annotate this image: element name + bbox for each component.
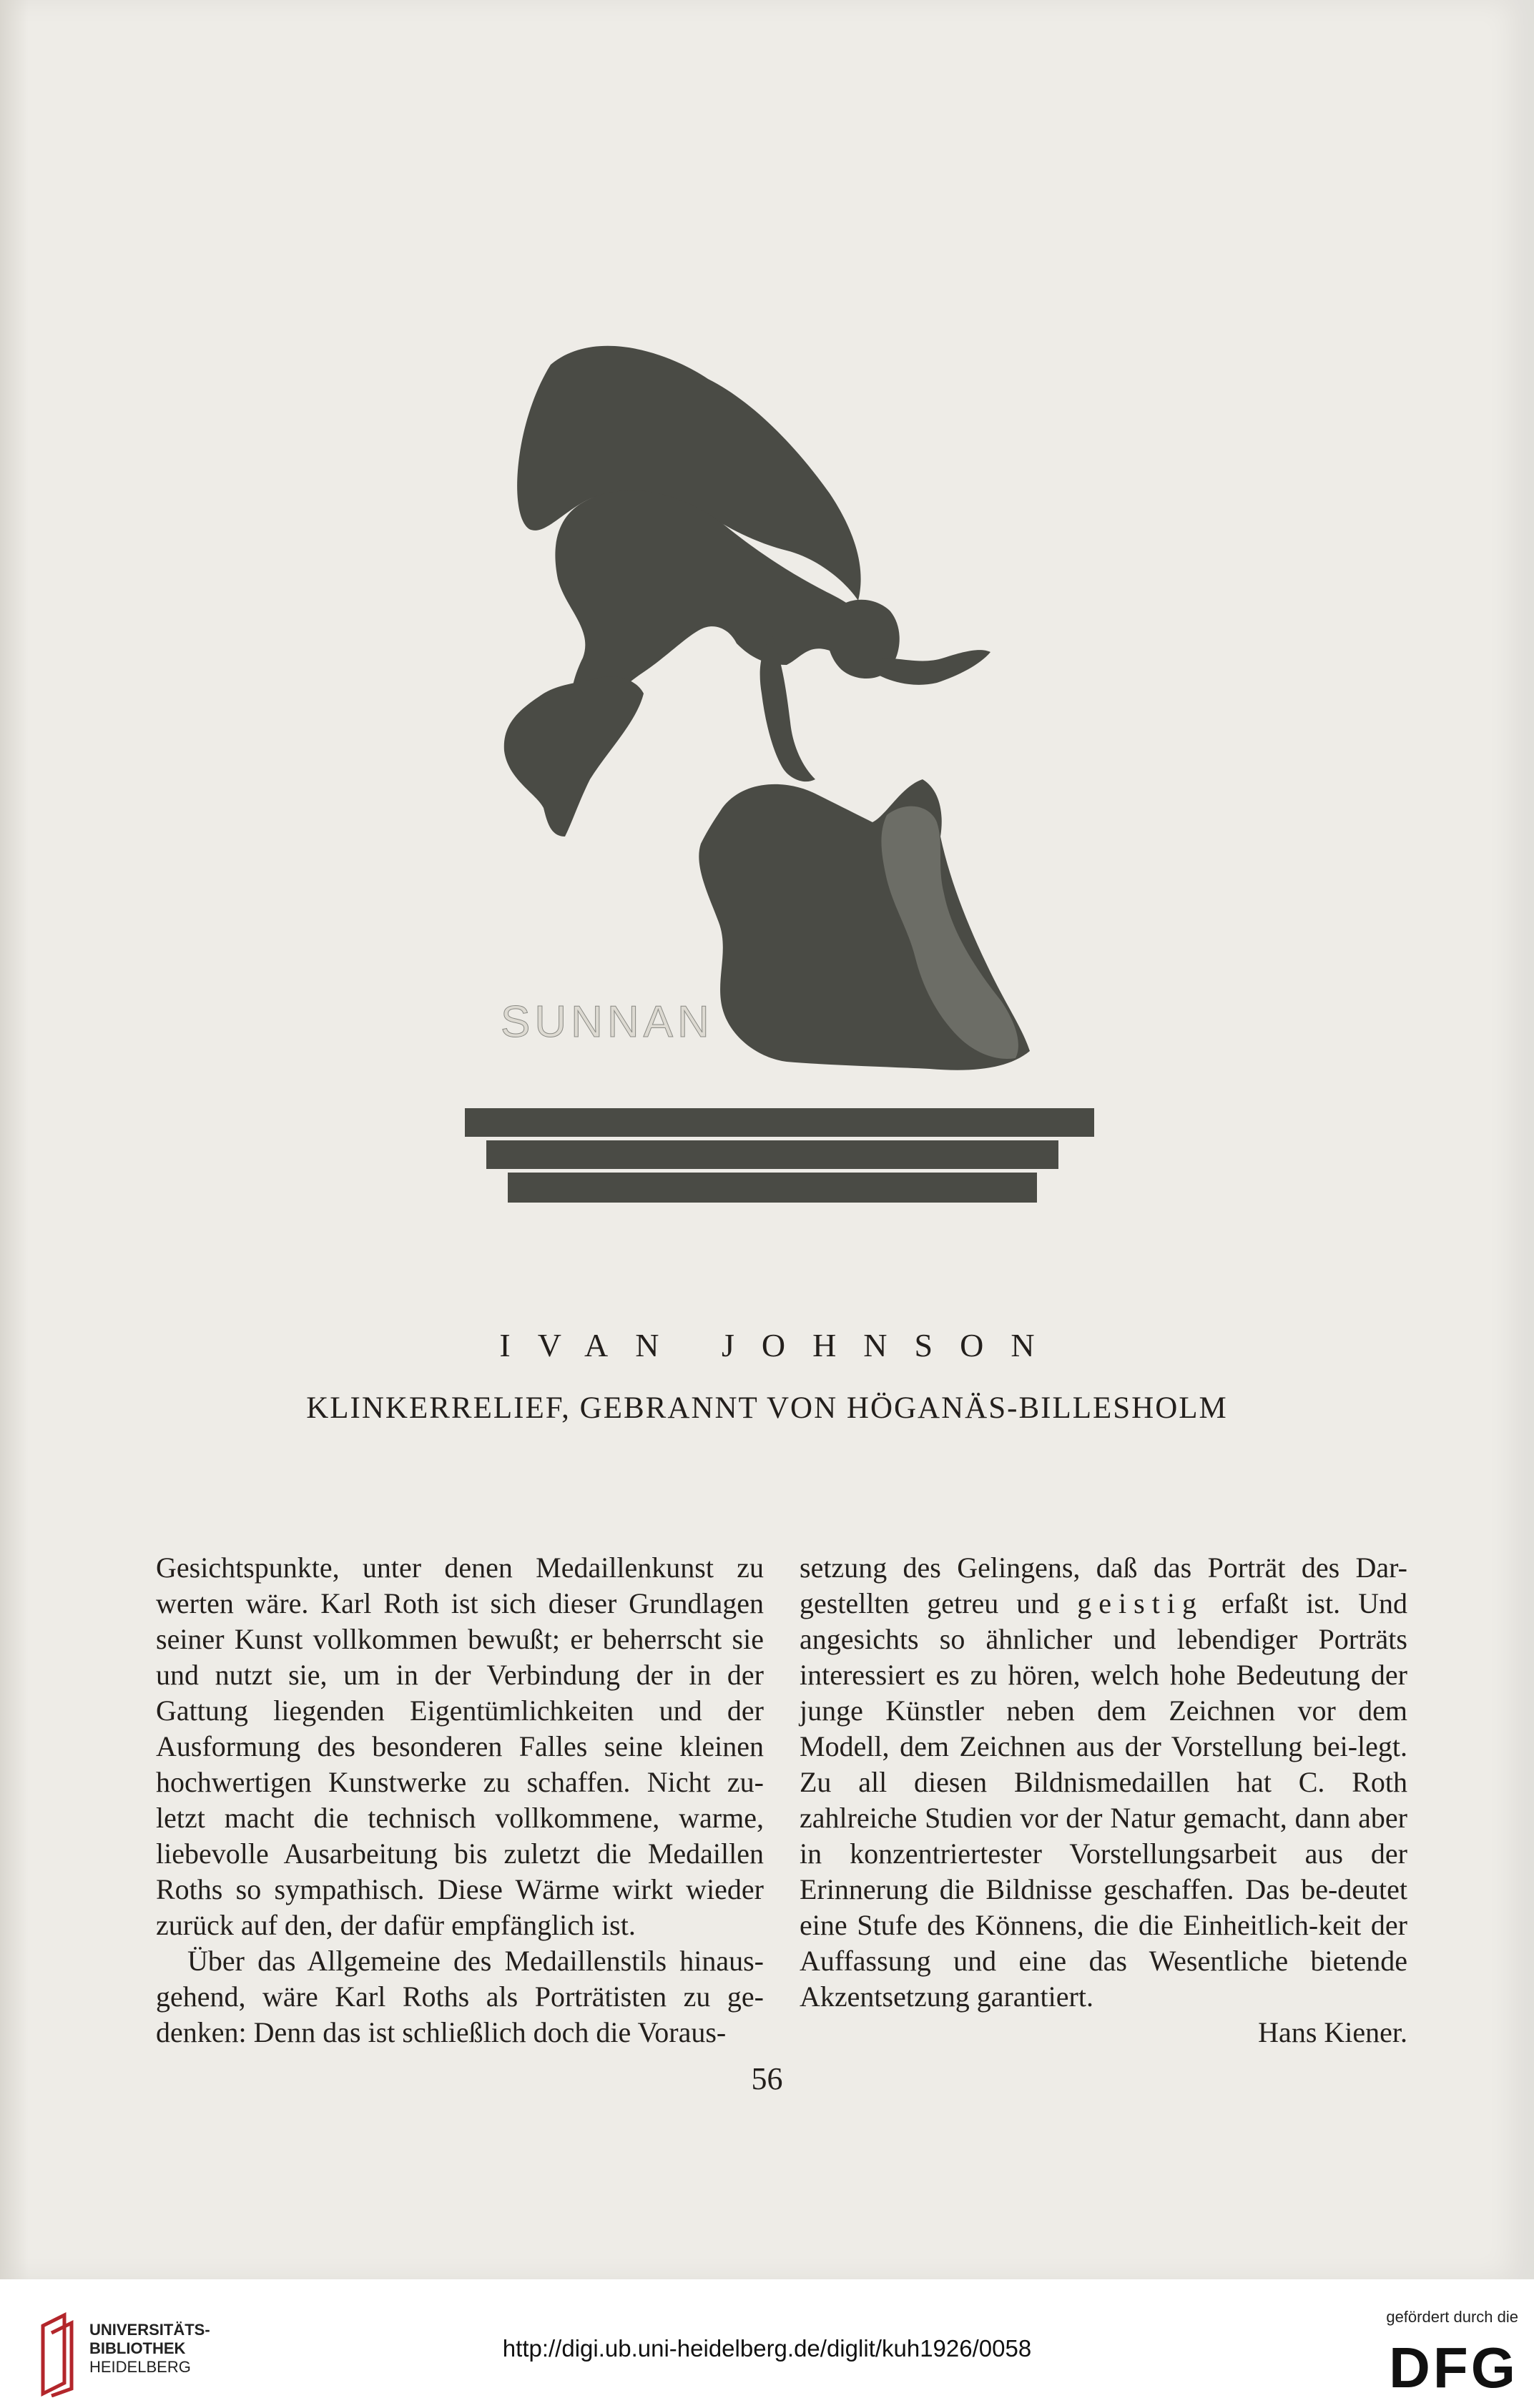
source-url-link[interactable]: http://digi.ub.uni-heidelberg.de/diglit/kuh1926/0058: [502, 2335, 1032, 2362]
paragraph: Über das Allgemeine des Medaillenstils hinaus-gehend, wäre Karl Roths als Porträtisten zu ge-denken: Denn das ist schließlich doch die Voraus-: [156, 1945, 764, 2048]
emphasized-word: geistig: [1077, 1587, 1204, 1619]
relief-svg: [429, 322, 1116, 1287]
paragraph-text: setzung des Gelingens, daß das Porträt des Dar-gestellten getreu und: [800, 1551, 1407, 1619]
text-column-left: [156, 1550, 764, 2051]
library-name-line: HEIDELBERG: [89, 2358, 191, 2376]
author-signature: Hans Kiener.: [1258, 2016, 1407, 2048]
relief-inscription: SUNNAN: [501, 997, 714, 1047]
relief-base-top: [465, 1108, 1094, 1137]
artist-name: IVAN JOHNSON: [499, 1327, 1062, 1363]
library-name-line: UNIVERSITÄTS-: [89, 2321, 210, 2339]
funding-text: gefördert durch die: [1386, 2308, 1518, 2326]
page-fold-shadow: [0, 0, 29, 2279]
illustration-caption: KLINKERRELIEF, GEBRANNT VON HÖGANÄS-BILLESHOLM: [306, 1391, 1228, 1425]
paragraph-text: erfaßt ist. Und angesichts so ähnlicher und lebendiger Porträts interessiert es zu hören, welch hohe Bedeutung der junge Künstler neben dem Zeichnen vor dem Modell, dem Zeichnen aus der Vorstellung bei-legt. Zu all diesen Bildnismedaillen hat C. Roth zahlreiche Studien vor der Natur gemacht, dann aber in konzentriertester Vorstellungsarbeit aus der Erinnerung die Bildnisse geschaffen. Das be-deutet eine Stufe des Könnens, die die Einheitlich-keit der Auffassung und eine das Wesentliche bietende Akzentsetzung garantiert.: [800, 1587, 1407, 2013]
relief-base-middle: [486, 1140, 1058, 1169]
relief-base-bottom: [508, 1173, 1037, 1203]
text-column-right: [800, 1550, 1407, 2051]
dfg-logo: DFG: [1389, 2336, 1518, 2399]
relief-flying-leg: [504, 676, 644, 837]
library-name-line: BIBLIOTHEK: [89, 2339, 186, 2357]
paragraph: [800, 1550, 1407, 2015]
paragraph: Gesichtspunkte, unter denen Medaillenkunst zu werten wäre. Karl Roth ist sich dieser Grundlagen seiner Kunst vollkommen bewußt; er beherrscht sie und nutzt sie, um in der Verbindung der in der Gattung liegenden Eigentümlichkeiten und der Ausformung des besonderen Falles seine kleinen hochwertigen Kunstwerke zu schaffen. Nicht zu-letzt macht die technisch vollkommene, warme, liebevolle Ausarbeitung bis zuletzt die Medaillen Roths so sympathisch. Diese Wärme wirkt wieder zurück auf den, der dafür empfänglich ist.: [156, 1551, 764, 1941]
digitization-footer: [0, 2279, 1534, 2408]
relief-illustration: [429, 322, 1116, 1287]
page-number: 56: [751, 2061, 783, 2096]
